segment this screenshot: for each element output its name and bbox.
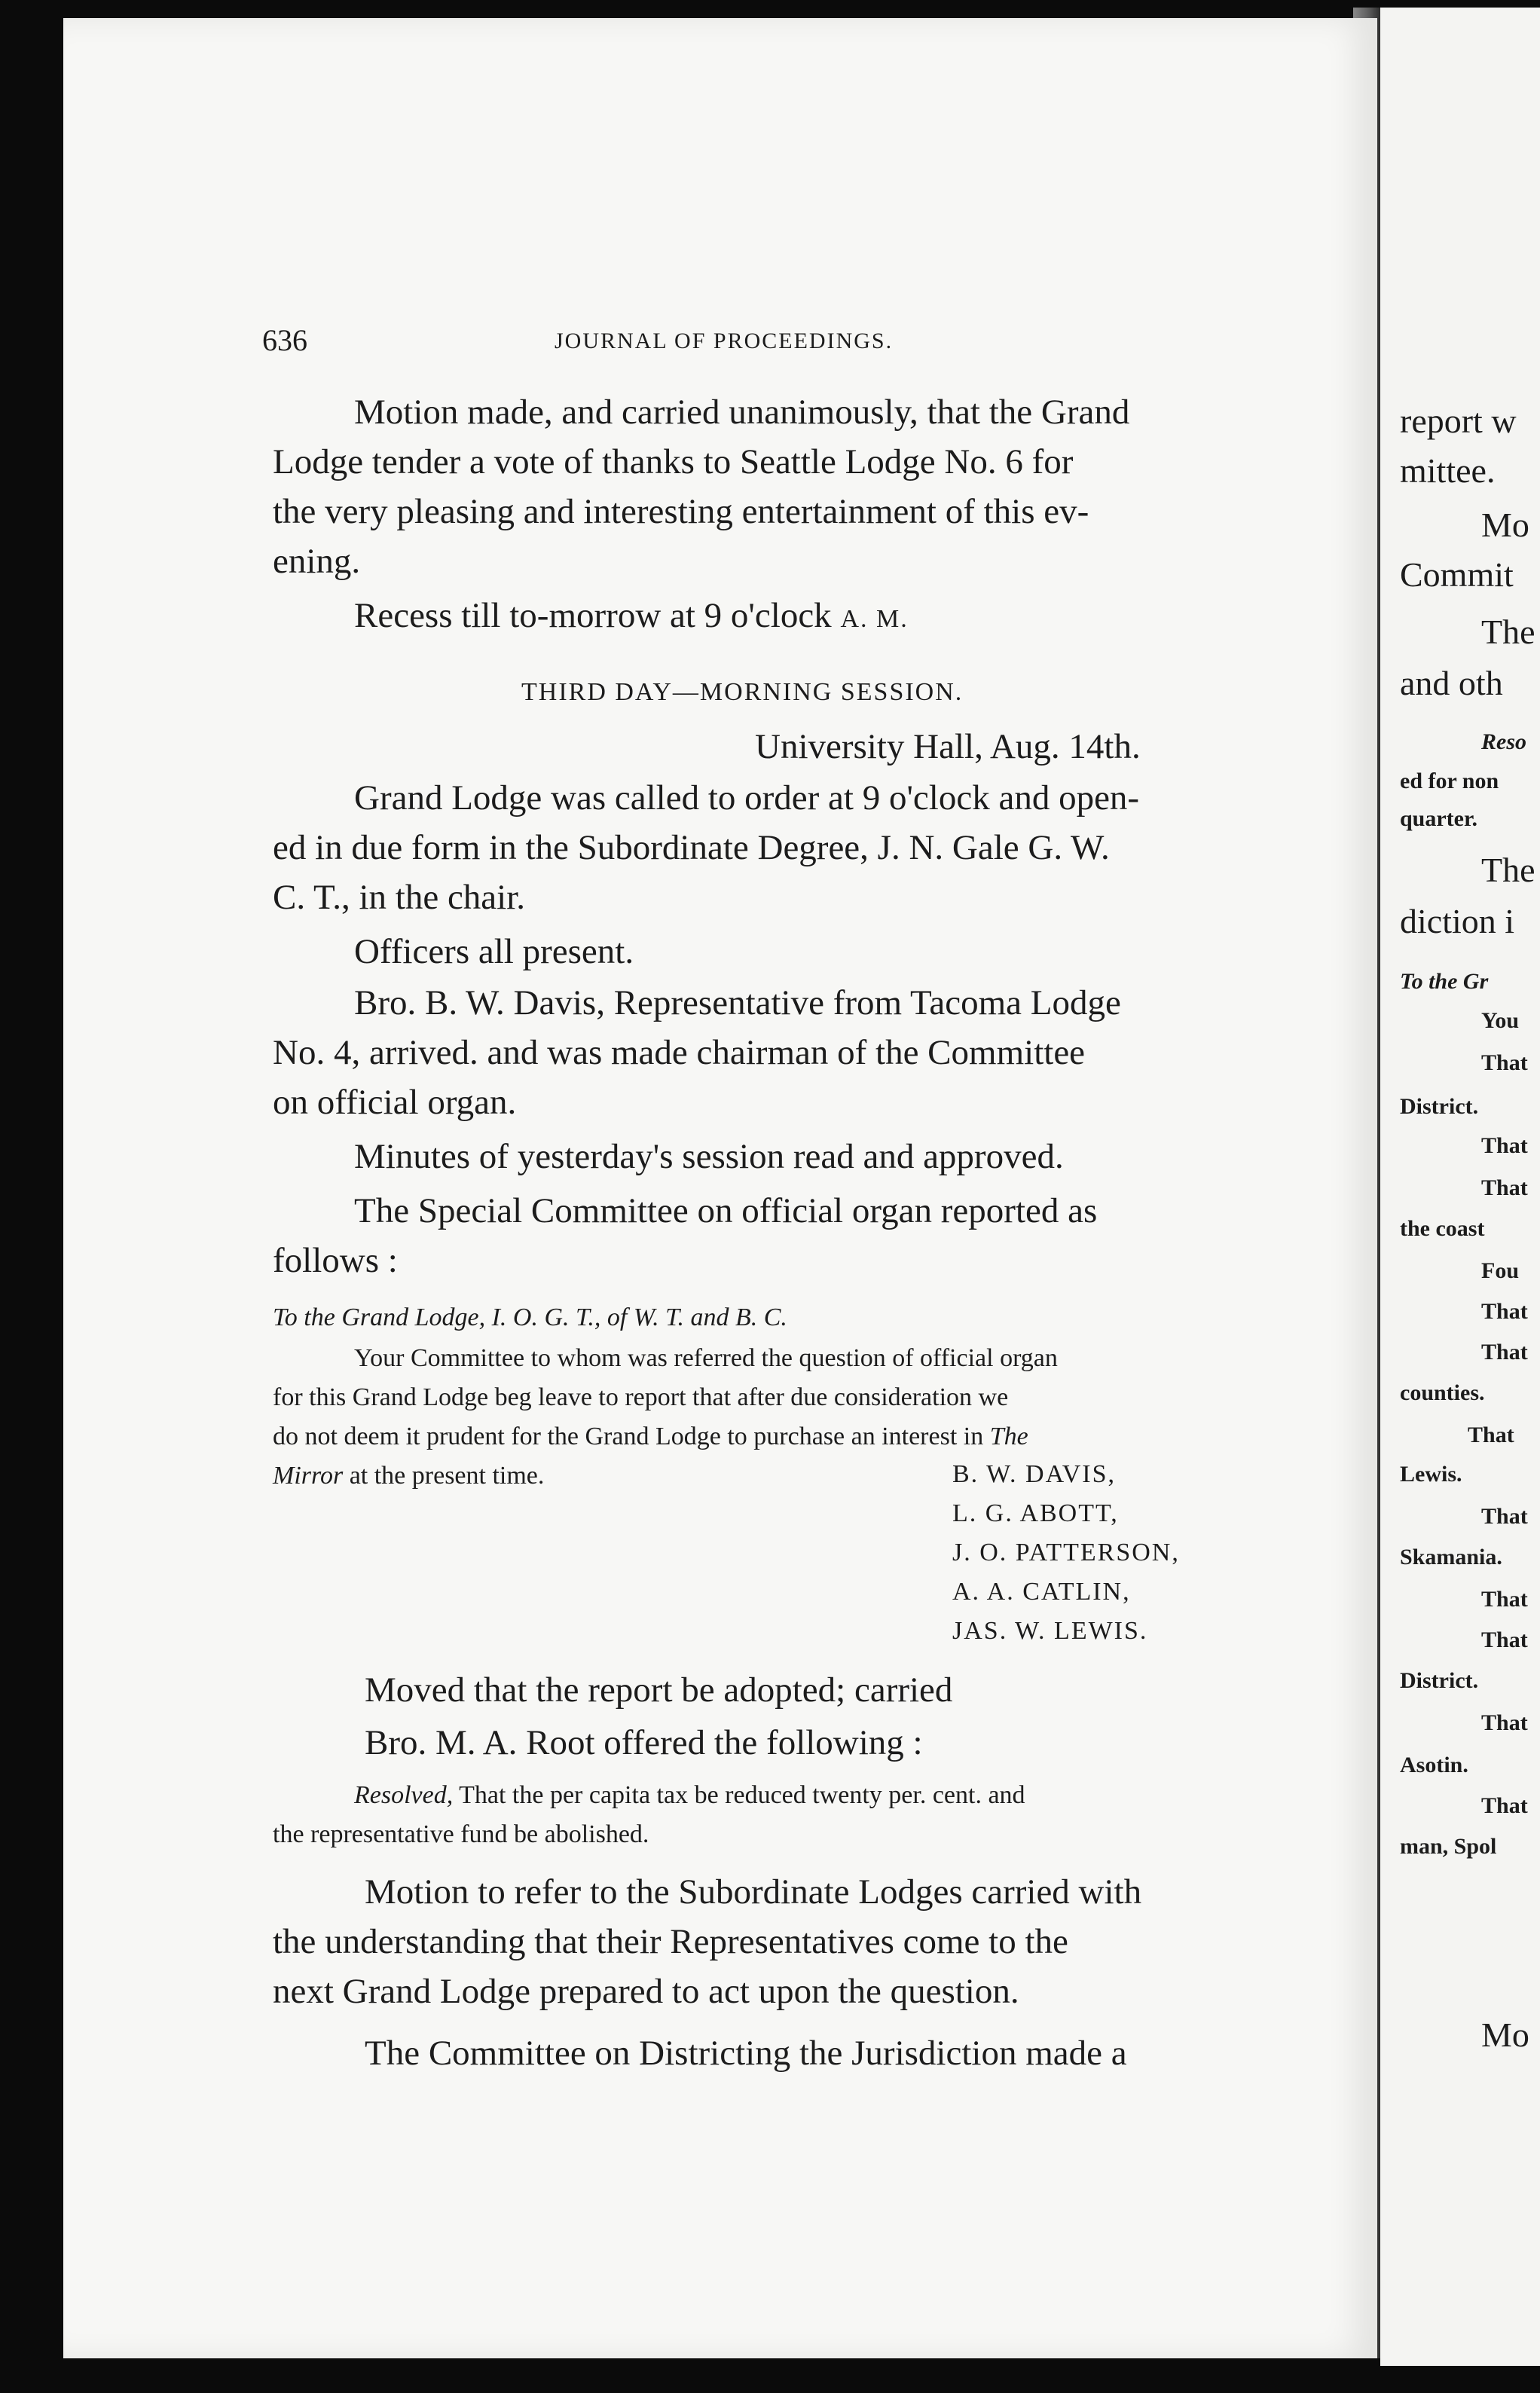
rp-fragment-5: The xyxy=(1481,613,1535,651)
recess-text: Recess till to-morrow at 9 o'clock xyxy=(354,596,832,635)
rp-fragment-30: That xyxy=(1481,1710,1528,1735)
officers-line: Officers all present. xyxy=(354,932,634,971)
rp-fragment-29: District. xyxy=(1400,1668,1479,1693)
minutes-line: Minutes of yesterday's session read and approved. xyxy=(354,1137,1064,1176)
rp-fragment-12: To the Gr xyxy=(1400,969,1489,994)
resolved-word: Resolved, xyxy=(354,1781,454,1809)
running-head: JOURNAL OF PROCEEDINGS. xyxy=(555,329,894,353)
resolved-text-1: That the per capita tax be reduced twenty per. cent. and xyxy=(459,1781,1025,1809)
rp-fragment-21: That xyxy=(1481,1340,1528,1365)
rp-fragment-28: That xyxy=(1481,1627,1528,1652)
refer-line-2: the understanding that their Representatives come to the xyxy=(273,1922,1068,1961)
page-number: 636 xyxy=(262,323,307,357)
rp-fragment-7: Reso xyxy=(1481,729,1526,754)
report-salutation: To the Grand Lodge, I. O. G. T., of W. T. and B. C. xyxy=(273,1303,787,1331)
rp-fragment-27: That xyxy=(1481,1587,1528,1612)
rp-fragment-6: and oth xyxy=(1400,664,1503,702)
called-line-2: ed in due form in the Subordinate Degree, J. N. Gale G. W. xyxy=(273,828,1110,867)
report-line-2: for this Grand Lodge beg leave to report that after due consideration we xyxy=(273,1383,1009,1411)
session-heading: THIRD DAY—MORNING SESSION. xyxy=(521,678,964,706)
rp-fragment-8: ed for non xyxy=(1400,769,1499,793)
rp-fragment-19: Fou xyxy=(1481,1258,1520,1283)
rp-fragment-32: That xyxy=(1481,1793,1528,1818)
report-line-1: Your Committee to whom was referred the question of official organ xyxy=(354,1344,1058,1372)
rp-fragment-18: the coast xyxy=(1400,1216,1485,1241)
rp-fragment-14: That xyxy=(1481,1050,1528,1075)
signatory-5: JAS. W. LEWIS. xyxy=(952,1617,1148,1645)
recess-time: A. M. xyxy=(840,605,909,633)
rp-fragment-33: man, Spol xyxy=(1400,1834,1497,1859)
report-line-3 xyxy=(273,1423,1028,1451)
rp-fragment-10: The xyxy=(1481,851,1535,889)
motion-line-2: Lodge tender a vote of thanks to Seattle Lodge No. 6 for xyxy=(273,442,1074,481)
rp-fragment-3: Mo xyxy=(1481,506,1529,544)
signatory-1: B. W. DAVIS, xyxy=(952,1460,1117,1488)
report-paper-a: The xyxy=(989,1423,1028,1450)
davis-line-2: No. 4, arrived. and was made chairman of the Committee xyxy=(273,1033,1086,1072)
refer-line-1: Motion to refer to the Subordinate Lodges carried with xyxy=(365,1872,1142,1912)
rp-fragment-31: Asotin. xyxy=(1400,1753,1468,1777)
place-date: University Hall, Aug. 14th. xyxy=(755,727,1141,766)
rp-fragment-26: Skamania. xyxy=(1400,1545,1502,1569)
called-line-1: Grand Lodge was called to order at 9 o'clock and open- xyxy=(354,778,1140,818)
rp-fragment-25: That xyxy=(1481,1504,1528,1529)
rp-fragment-34: Mo xyxy=(1481,2016,1529,2054)
rp-fragment-4: Commit xyxy=(1400,555,1514,594)
special-line-1: The Special Committee on official organ reported as xyxy=(354,1191,1098,1230)
rp-fragment-15: District. xyxy=(1400,1094,1479,1119)
special-line-2: follows : xyxy=(273,1241,398,1280)
rp-fragment-23: That xyxy=(1468,1423,1514,1447)
report-line-4 xyxy=(273,1462,544,1490)
refer-line-3: next Grand Lodge prepared to act upon the question. xyxy=(273,1972,1019,2011)
rp-fragment-22: counties. xyxy=(1400,1380,1485,1405)
report-paper-b: Mirror xyxy=(273,1462,344,1490)
davis-line-3: on official organ. xyxy=(273,1083,517,1122)
motion-line-4: ening. xyxy=(273,542,361,581)
districting-line: The Committee on Districting the Jurisdiction made a xyxy=(365,2034,1127,2073)
rp-fragment-16: That xyxy=(1481,1133,1528,1158)
rp-fragment-24: Lewis. xyxy=(1400,1462,1462,1487)
signatory-4: A. A. CATLIN, xyxy=(952,1578,1131,1606)
signatory-2: L. G. ABOTT, xyxy=(952,1499,1119,1527)
rp-fragment-9: quarter. xyxy=(1400,806,1478,831)
rp-fragment-13: You xyxy=(1481,1008,1520,1033)
moved-line: Moved that the report be adopted; carried xyxy=(365,1670,953,1710)
rp-fragment-1: report w xyxy=(1400,402,1517,440)
rp-fragment-17: That xyxy=(1481,1175,1528,1200)
root-line: Bro. M. A. Root offered the following : xyxy=(365,1723,923,1762)
rp-fragment-20: That xyxy=(1481,1299,1528,1324)
davis-line-1: Bro. B. W. Davis, Representative from Tacoma Lodge xyxy=(354,983,1121,1022)
rp-fragment-2: mittee. xyxy=(1400,451,1496,490)
resolved-line-1 xyxy=(354,1781,1025,1810)
motion-line-3: the very pleasing and interesting entertainment of this ev- xyxy=(273,492,1089,531)
signatory-3: J. O. PATTERSON, xyxy=(952,1539,1180,1566)
rp-fragment-11: diction i xyxy=(1400,902,1515,940)
report-line-3-text: do not deem it prudent for the Grand Lodge to purchase an interest in xyxy=(273,1423,984,1450)
motion-line-1: Motion made, and carried unanimously, that the Grand xyxy=(354,393,1130,432)
report-end: at the present time. xyxy=(349,1462,545,1490)
right-page-fragment xyxy=(1380,8,1540,2366)
called-line-3: C. T., in the chair. xyxy=(273,878,526,917)
left-page xyxy=(63,18,1377,2358)
resolved-line-2: the representative fund be abolished. xyxy=(273,1820,649,1848)
recess-line xyxy=(354,595,909,636)
